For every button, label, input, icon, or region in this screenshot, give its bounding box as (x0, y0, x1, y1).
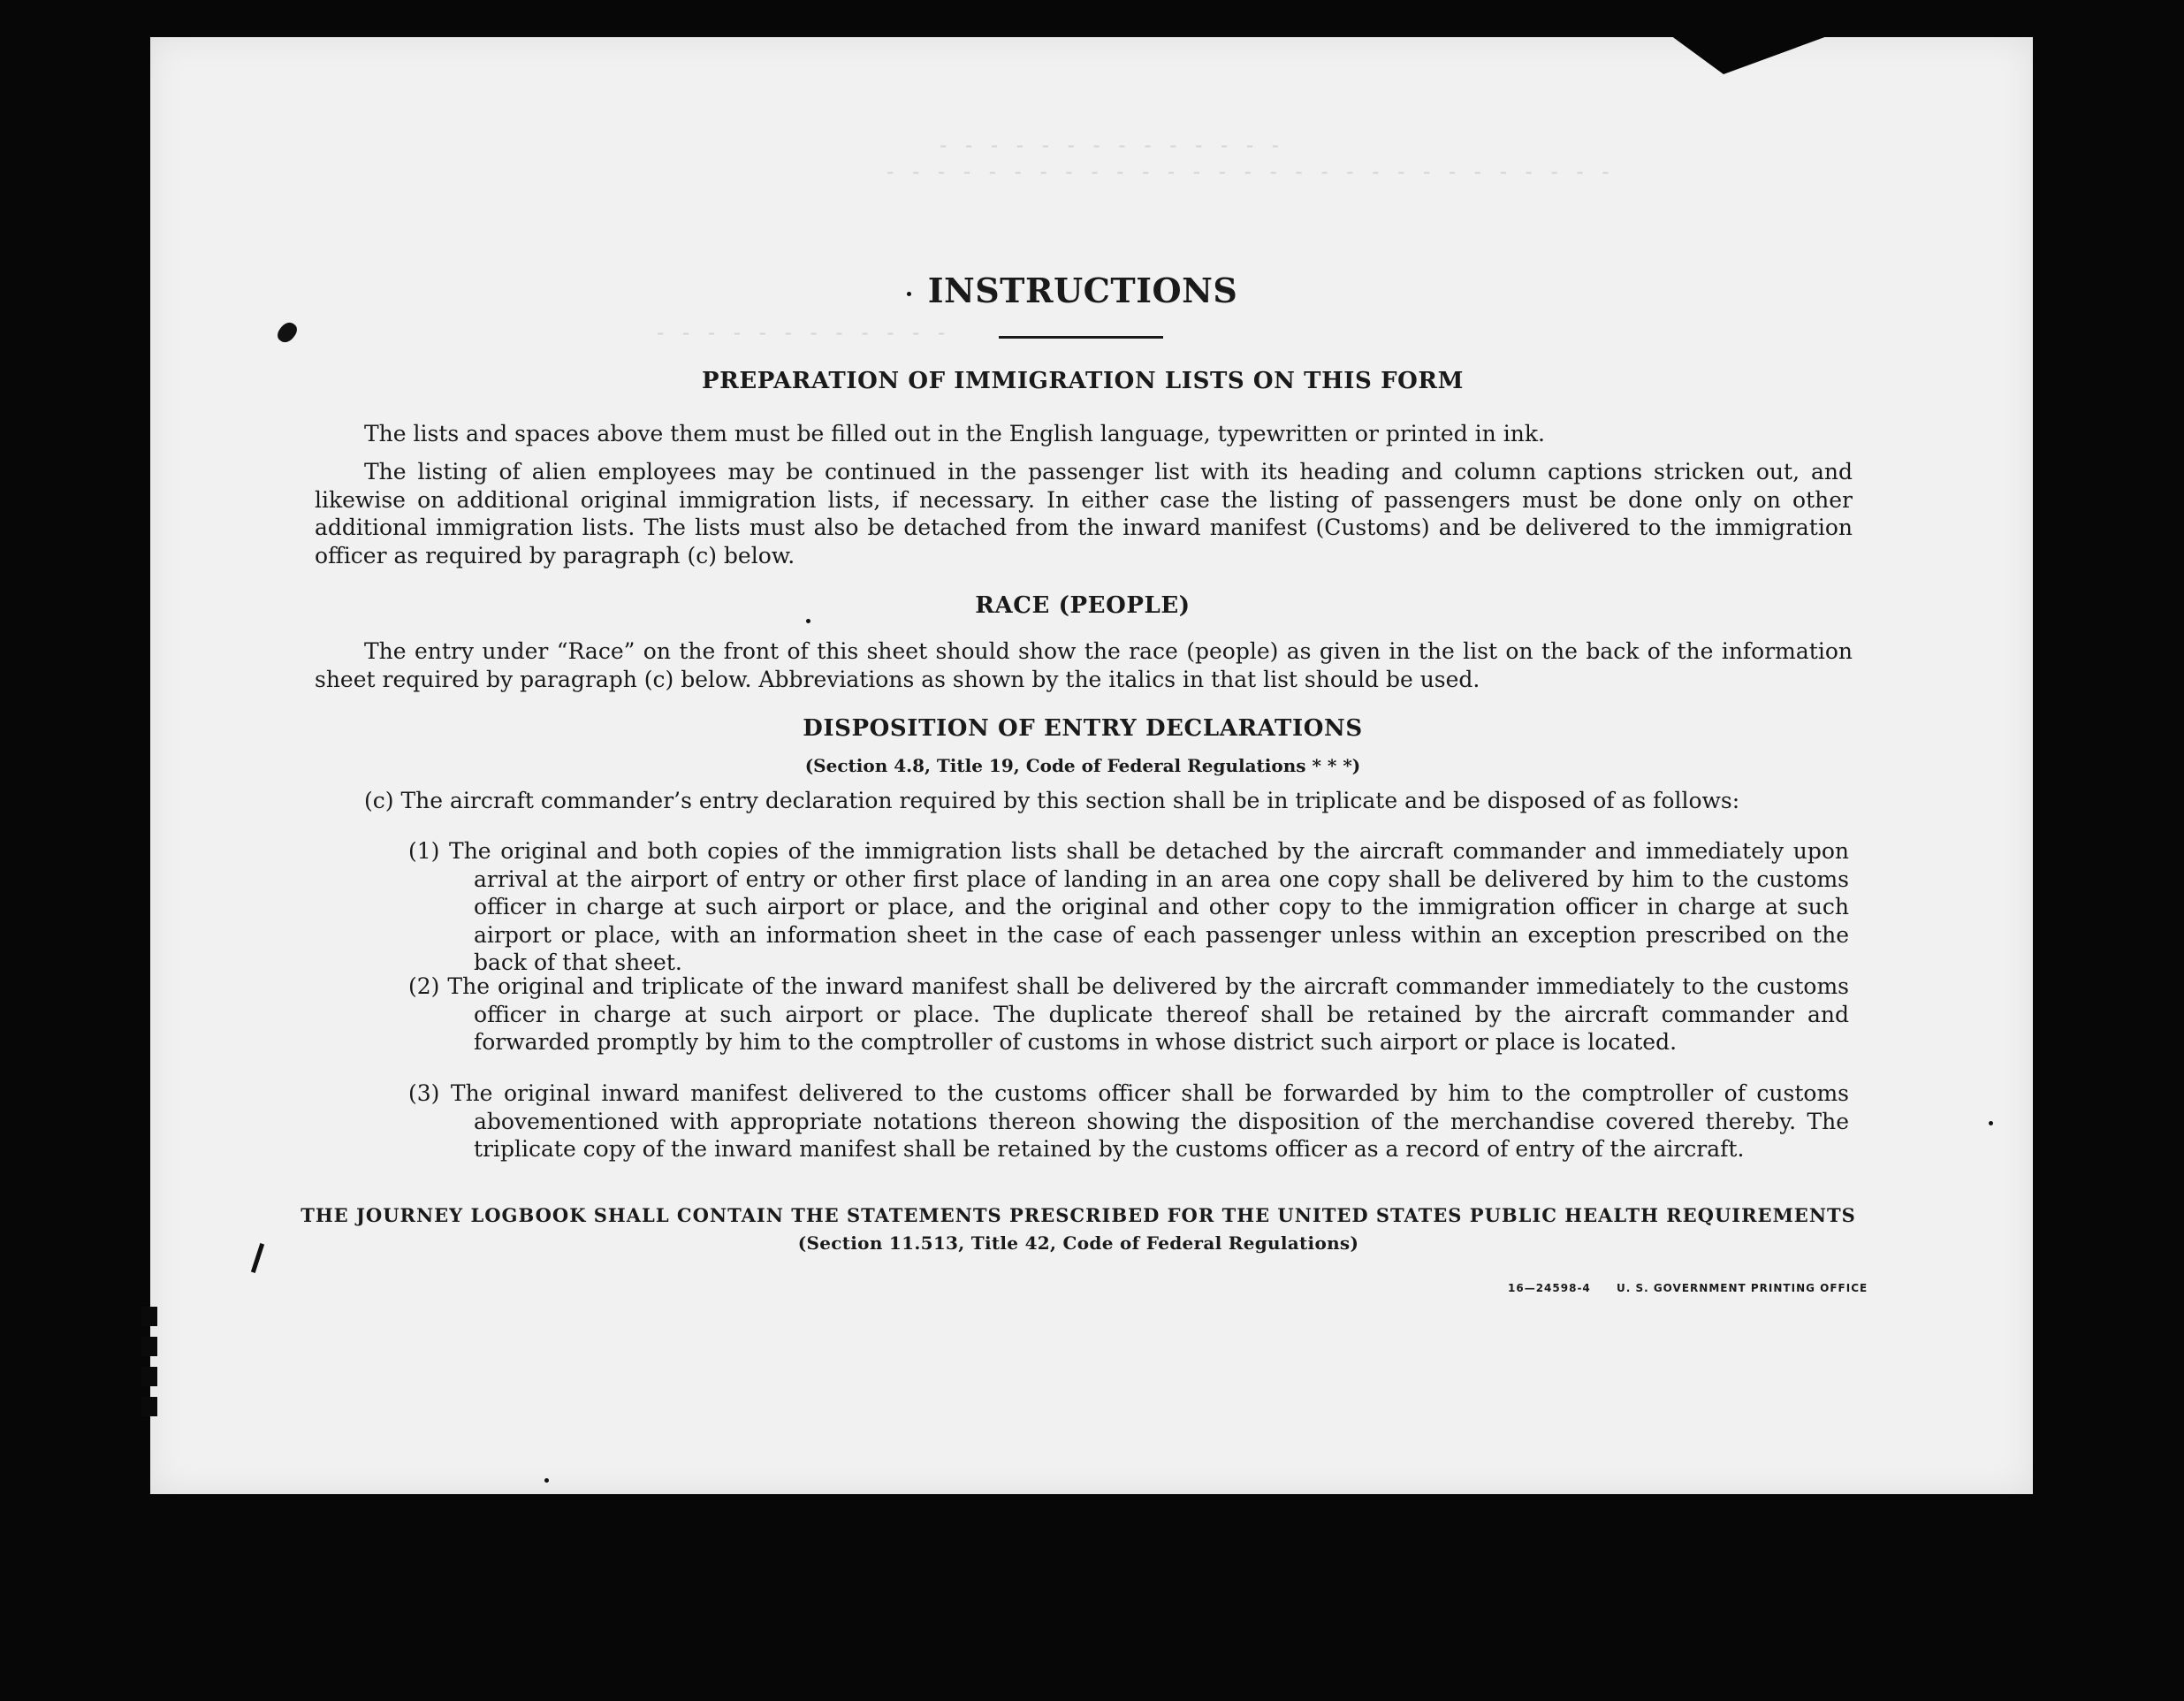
paragraph-language: The lists and spaces above them must be filled out in the English language, typewritten or printed in ink. (364, 421, 1545, 446)
section-heading-race: RACE (PEOPLE) (975, 592, 1191, 619)
form-number: 16—24598-4 (1508, 1282, 1591, 1294)
disposition-citation: (Section 4.8, Title 19, Code of Federal Regulations * * *) (804, 755, 1361, 776)
disposition-item-3: (3) The original inward manifest delivered to the customs officer shall be forwarded by him to the comptroller of customs abovementioned with appropriate notations thereon showing the disposition of the merchandise covered thereby. The triplicate copy of the inward manifest shall be retained by the customs officer as a record of entry of the aircraft. (408, 1080, 1849, 1162)
printer-name: U. S. GOVERNMENT PRINTING OFFICE (1616, 1282, 1868, 1294)
section-heading-preparation: PREPARATION OF IMMIGRATION LISTS ON THIS FORM (702, 368, 1464, 394)
clause-c: (c) The aircraft commander’s entry declaration required by this section shall be in triplicate and be disposed of as follows: (364, 788, 1740, 813)
show-through-text: - - - - - - - - - - - - (654, 320, 948, 345)
section-heading-disposition: DISPOSITION OF ENTRY DECLARATIONS (803, 715, 1363, 742)
page-title: INSTRUCTIONS (927, 271, 1238, 310)
paragraph-race: The entry under “Race” on the front of this sheet should show the race (people) as given in the list on the back of the information sheet required by paragraph (c) below. Abbreviations as shown by the italics in that list should be used. (315, 638, 1853, 692)
footer-citation: (Section 11.513, Title 42, Code of Federal Regulations) (797, 1232, 1359, 1254)
disposition-item-2: (2) The original and triplicate of the inward manifest shall be delivered by the aircraft commander immediately to the customs officer in charge at such airport or place. The duplicate thereof shall be retained by the aircraft commander and forwarded promptly by him to the comptroller of customs in whose district such airport or place is located. (408, 973, 1849, 1055)
printer-imprint (1508, 1282, 1868, 1294)
footer-statement: THE JOURNEY LOGBOOK SHALL CONTAIN THE STATEMENTS PRESCRIBED FOR THE UNITED STATES PUBLIC HEALTH REQUIREMENTS (301, 1204, 1856, 1226)
paragraph-alien-employees: The listing of alien employees may be continued in the passenger list with its heading and column captions stricken out, and likewise on additional original immigration lists, if necessary. In either case the listing of passengers must be done only on other additional immigration lists. The lists must also be detached from the inward manifest (Customs) and be delivered to the immigration officer as required by paragraph (c) below. (315, 459, 1853, 568)
disposition-item-1: (1) The original and both copies of the immigration lists shall be detached by the aircraft commander and immediately upon arrival at the airport of entry or other first place of landing in an area one copy shall be delivered by him to the customs officer in charge at such airport or place, and the original and other copy to the immigration officer in charge at such airport or place, with an information sheet in the case of each passenger unless within an exception prescribed on the back of that sheet. (408, 838, 1849, 975)
show-through-text: - - - - - - - - - - - - - - - - - - - - - - - - - - - - - (884, 159, 1612, 184)
title-underline (999, 336, 1163, 339)
show-through-text: - - - - - - - - - - - - - - (937, 133, 1282, 157)
